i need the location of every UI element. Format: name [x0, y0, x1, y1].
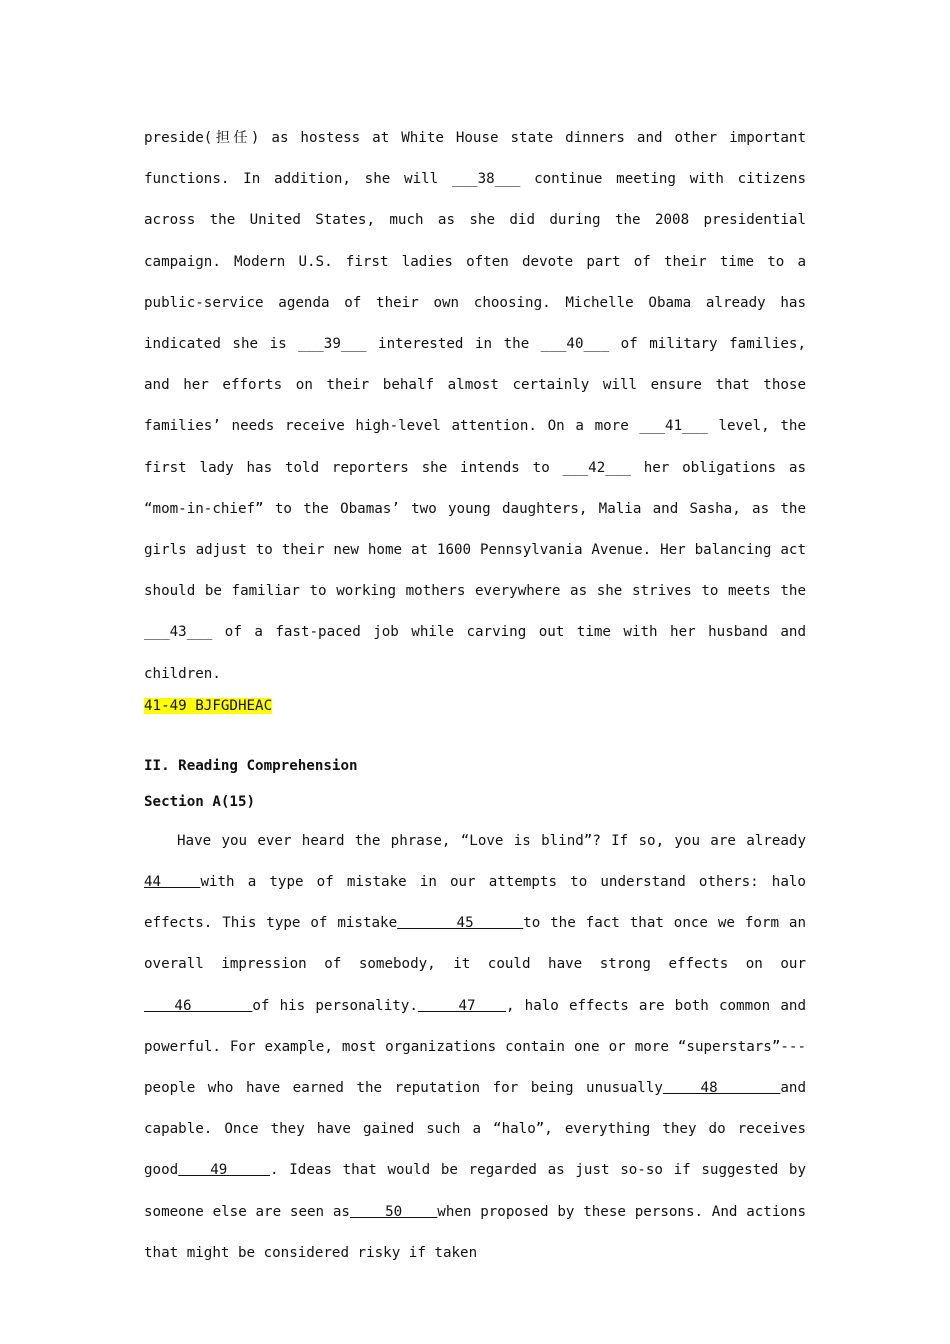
text-segment: to the fact that once we form an overall impression of somebody, it could have strong effects on our: [144, 915, 806, 973]
paragraph-text: preside(担任) as hostess at White House state dinners and other important functions. In addition, she will ___38___ continue meeting with citizens across the United States, much as she did during the 2008 presidential campaign. Modern U.S. first ladies often devote part of their time to a public-service agenda of their own choosing. Michelle Obama already has indicated she is ___39___ interested in the ___40___ of military families, and her efforts on their behalf almost certainly will ensure that those families’ needs receive high-level attention. On a more ___41___ level, the first lady has told reporters she intends to ___42___ her obligations as “mom-in-chief” to the Obamas’ two young daughters, Malia and Sasha, as the girls adjust to their new home at 1600 Pennsylvania Avenue. Her balancing act should be familiar to working mothers everywhere as she strives to meets the ___43___ of a fast-paced job while carving out time with her husband and children.: [144, 130, 806, 682]
blank-48[interactable]: 48: [662, 1080, 781, 1097]
paragraph-cloze-38-43: [144, 118, 806, 695]
document-page: [144, 118, 806, 1274]
text-segment: when proposed by these persons. And actions that might be considered risky if taken: [144, 1203, 806, 1261]
text-segment: with a type of mistake in our attempts to understand others: halo effects. This type of mistake: [144, 874, 806, 932]
answer-key: [144, 695, 806, 717]
answer-key-highlight: 41-49 BJFGDHEAC: [144, 697, 273, 714]
section-title: II. Reading Comprehension: [144, 757, 358, 774]
text-segment: and capable. Once they have gained such a “halo”, everything they do receives good: [144, 1080, 807, 1179]
text-segment: . Ideas that would be regarded as just so-so if suggested by someone else are seen as: [144, 1162, 807, 1220]
text-segment: Have you ever heard the phrase, “Love is blind”? If so, you are already: [177, 832, 806, 849]
blank-49[interactable]: 49: [178, 1162, 271, 1179]
text-segment: , halo effects are both common and powerful. For example, most organizations contain one or more “superstars”--- people who have earned the reputation for being unusually: [144, 997, 806, 1097]
blank-44[interactable]: 44: [144, 874, 201, 891]
subsection-title: Section A(15): [144, 793, 256, 810]
blank-46[interactable]: 46: [144, 997, 253, 1014]
blank-45[interactable]: 45: [397, 915, 524, 932]
paragraph-cloze-44-50: [144, 821, 806, 1274]
blank-47[interactable]: 47: [417, 997, 506, 1014]
text-segment: of his personality.: [252, 997, 418, 1014]
blank-50[interactable]: 50: [349, 1203, 438, 1220]
